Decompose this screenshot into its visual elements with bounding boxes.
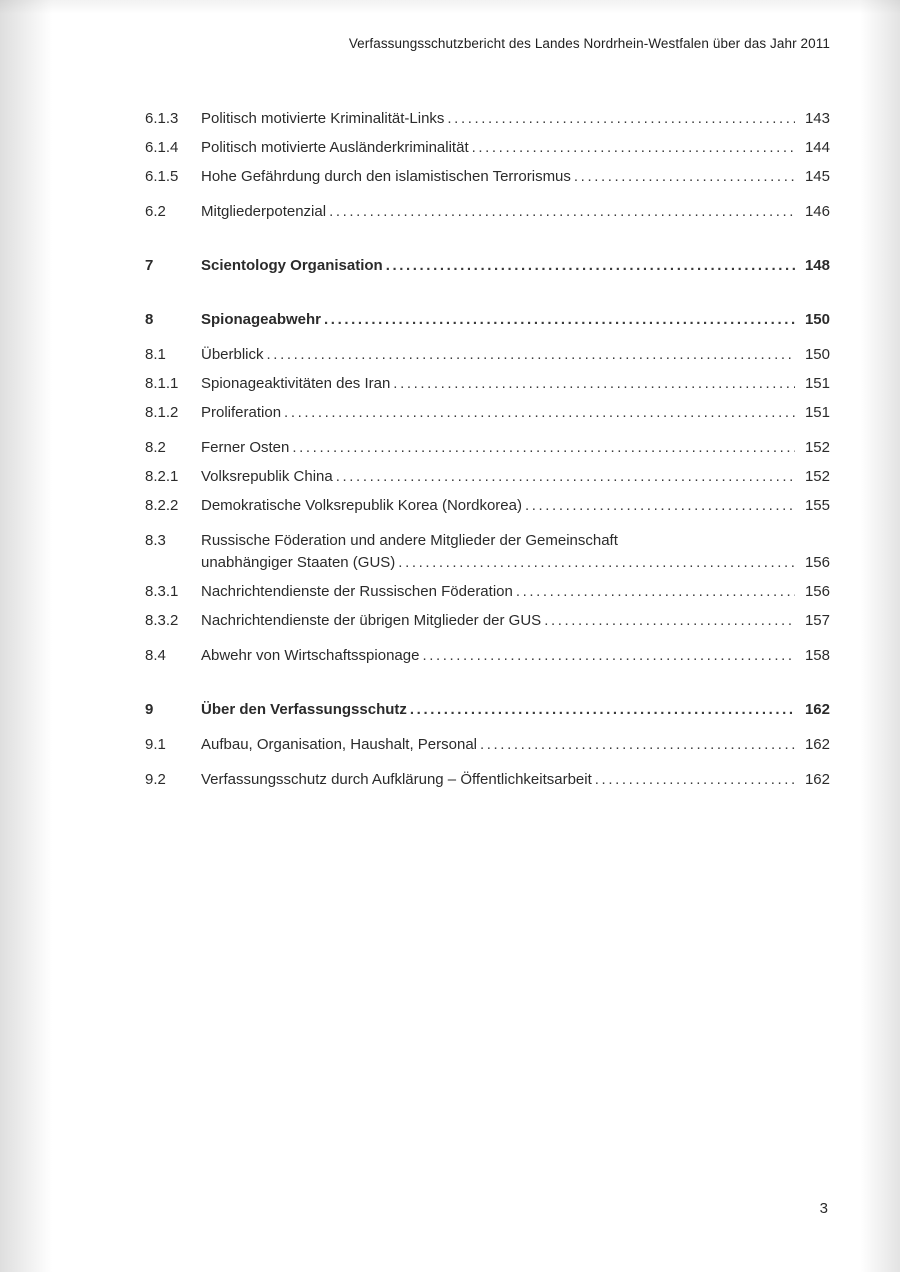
toc-entry	[145, 309, 830, 331]
toc-dot-leader	[292, 437, 795, 459]
toc-dot-leader	[480, 734, 795, 756]
toc-entry-page: 150	[804, 311, 830, 328]
toc-dot-leader	[472, 137, 795, 159]
toc-entry	[145, 645, 830, 667]
toc-entry-page: 152	[804, 439, 830, 456]
scan-edge-left	[0, 0, 55, 1272]
toc-entry-number: 8.4	[145, 647, 166, 664]
toc-entry-title: Politisch motivierte Kriminalität-Links	[201, 110, 445, 127]
toc-entry-title-block	[201, 373, 797, 395]
toc-entry-title: Proliferation	[201, 404, 282, 421]
toc-entry-title: Überblick	[201, 346, 264, 363]
toc-entry-title: Spionageaktivitäten des Iran	[201, 375, 391, 392]
toc-entry-title-block	[201, 645, 797, 667]
toc-entry-title: Ferner Osten	[201, 439, 290, 456]
toc-entry-number: 9	[145, 701, 154, 718]
toc-entry-title: Nachrichtendienste der übrigen Mitglieder der GUS	[201, 612, 542, 629]
toc-entry-page: 151	[804, 404, 830, 421]
toc-entry	[145, 495, 830, 517]
toc-dot-leader	[574, 166, 795, 188]
toc-entry	[145, 769, 830, 791]
toc-entry-number: 8.2.1	[145, 468, 179, 485]
toc-entry-page: 156	[804, 583, 830, 600]
toc-entry-title: Abwehr von Wirtschaftsspionage	[201, 647, 420, 664]
toc-entry-page: 148	[804, 257, 830, 274]
toc-dot-leader	[422, 645, 795, 667]
toc-entry	[145, 581, 830, 603]
toc-entry	[145, 255, 830, 277]
toc-entry-page: 151	[804, 375, 830, 392]
toc-entry-title-block	[201, 495, 797, 517]
toc-entry-title: Mitgliederpotenzial	[201, 203, 327, 220]
scan-edge-right	[858, 0, 900, 1272]
toc-entry-number: 8	[145, 311, 154, 328]
toc-entry	[145, 437, 830, 459]
toc-entry-title-block	[201, 581, 797, 603]
toc-entry-number: 6.1.3	[145, 110, 179, 127]
toc-entry-page: 158	[804, 647, 830, 664]
toc-entry-title-block	[201, 108, 797, 130]
toc-entry-number: 6.1.4	[145, 139, 179, 156]
toc-entry	[145, 699, 830, 721]
toc-dot-leader	[525, 495, 795, 517]
scan-edge-top	[0, 0, 900, 14]
toc-entry-title-block	[201, 437, 797, 459]
toc-entry-number: 6.1.5	[145, 168, 179, 185]
toc-entry-number: 8.2	[145, 439, 166, 456]
toc-list	[145, 108, 830, 791]
toc-entry-page: 146	[804, 203, 830, 220]
toc-entry-number: 9.1	[145, 736, 166, 753]
toc-entry-title-block	[201, 137, 797, 159]
toc-entry-title-block	[201, 734, 797, 756]
toc-entry-page: 152	[804, 468, 830, 485]
toc-entry-page: 156	[804, 554, 830, 571]
toc-entry-number: 8.3	[145, 532, 166, 549]
toc-entry	[145, 734, 830, 756]
toc-entry-page: 144	[804, 139, 830, 156]
toc-dot-leader	[393, 373, 795, 395]
toc-entry-number: 8.3.2	[145, 612, 179, 629]
toc-entry-title-block	[201, 530, 797, 574]
toc-entry-title-block	[201, 201, 797, 223]
toc-dot-leader	[544, 610, 795, 632]
page-number: 3	[819, 1200, 828, 1217]
toc-entry	[145, 166, 830, 188]
toc-entry-number: 8.1	[145, 346, 166, 363]
toc-entry-title: Über den Verfassungsschutz	[201, 701, 407, 718]
toc-entry-title: Scientology Organisation	[201, 257, 383, 274]
toc-entry-page: 162	[804, 701, 830, 718]
toc-entry	[145, 610, 830, 632]
toc-dot-leader	[516, 581, 795, 603]
toc-dot-leader	[336, 466, 795, 488]
toc-entry-page: 157	[804, 612, 830, 629]
toc-dot-leader	[398, 552, 795, 574]
toc-entry-page: 162	[804, 771, 830, 788]
toc-entry-page: 145	[804, 168, 830, 185]
toc-entry	[145, 344, 830, 366]
page-header: Verfassungsschutzbericht des Landes Nordrhein-Westfalen über das Jahr 2011	[348, 36, 830, 51]
toc-entry	[145, 201, 830, 223]
toc-entry-page: 143	[804, 110, 830, 127]
toc-entry-title-block	[201, 699, 797, 721]
toc-entry-page: 150	[804, 346, 830, 363]
toc-entry-number: 6.2	[145, 203, 166, 220]
toc-dot-leader	[447, 108, 795, 130]
toc-entry-title: Demokratische Volksrepublik Korea (Nordkorea)	[201, 497, 522, 514]
toc-entry-number: 8.1.2	[145, 404, 179, 421]
toc-dot-leader	[324, 309, 795, 331]
toc-entry-title: Nachrichtendienste der Russischen Föderation	[201, 583, 513, 600]
toc-dot-leader	[595, 769, 795, 791]
toc-entry-number: 9.2	[145, 771, 166, 788]
toc-entry-title: Aufbau, Organisation, Haushalt, Personal	[201, 736, 477, 753]
toc-entry-number: 7	[145, 257, 154, 274]
toc-entry-title: Hohe Gefährdung durch den islamistischen Terrorismus	[201, 168, 571, 185]
toc-entry-page: 155	[804, 497, 830, 514]
toc-entry-title-block	[201, 255, 797, 277]
toc-entry-title-line: Russische Föderation und andere Mitglieder der Gemeinschaft	[201, 532, 618, 549]
toc-entry	[145, 466, 830, 488]
toc-entry	[145, 402, 830, 424]
toc-entry-title-block	[201, 309, 797, 331]
toc-entry-title-block	[201, 466, 797, 488]
toc-entry	[145, 108, 830, 130]
toc-entry-title-block	[201, 769, 797, 791]
toc-entry-title: Verfassungsschutz durch Aufklärung – Öffentlichkeitsarbeit	[201, 771, 592, 788]
toc-entry-title-block	[201, 402, 797, 424]
toc-entry-number: 8.2.2	[145, 497, 179, 514]
toc-entry-page: 162	[804, 736, 830, 753]
toc-entry-title: Spionageabwehr	[201, 311, 322, 328]
toc-entry-number: 8.3.1	[145, 583, 179, 600]
toc-entry-title: unabhängiger Staaten (GUS)	[201, 554, 396, 571]
toc-entry-title-block	[201, 344, 797, 366]
toc-entry-number: 8.1.1	[145, 375, 179, 392]
toc-entry-title: Volksrepublik China	[201, 468, 333, 485]
toc-dot-leader	[267, 344, 795, 366]
toc-entry-title: Politisch motivierte Ausländerkriminalität	[201, 139, 469, 156]
toc-dot-leader	[329, 201, 795, 223]
toc-entry-title-block	[201, 166, 797, 188]
toc-dot-leader	[386, 255, 795, 277]
toc-entry-title-block	[201, 610, 797, 632]
toc-entry	[145, 137, 830, 159]
toc-dot-leader	[410, 699, 795, 721]
toc-dot-leader	[284, 402, 795, 424]
toc-entry	[145, 373, 830, 395]
toc-entry	[145, 530, 830, 574]
